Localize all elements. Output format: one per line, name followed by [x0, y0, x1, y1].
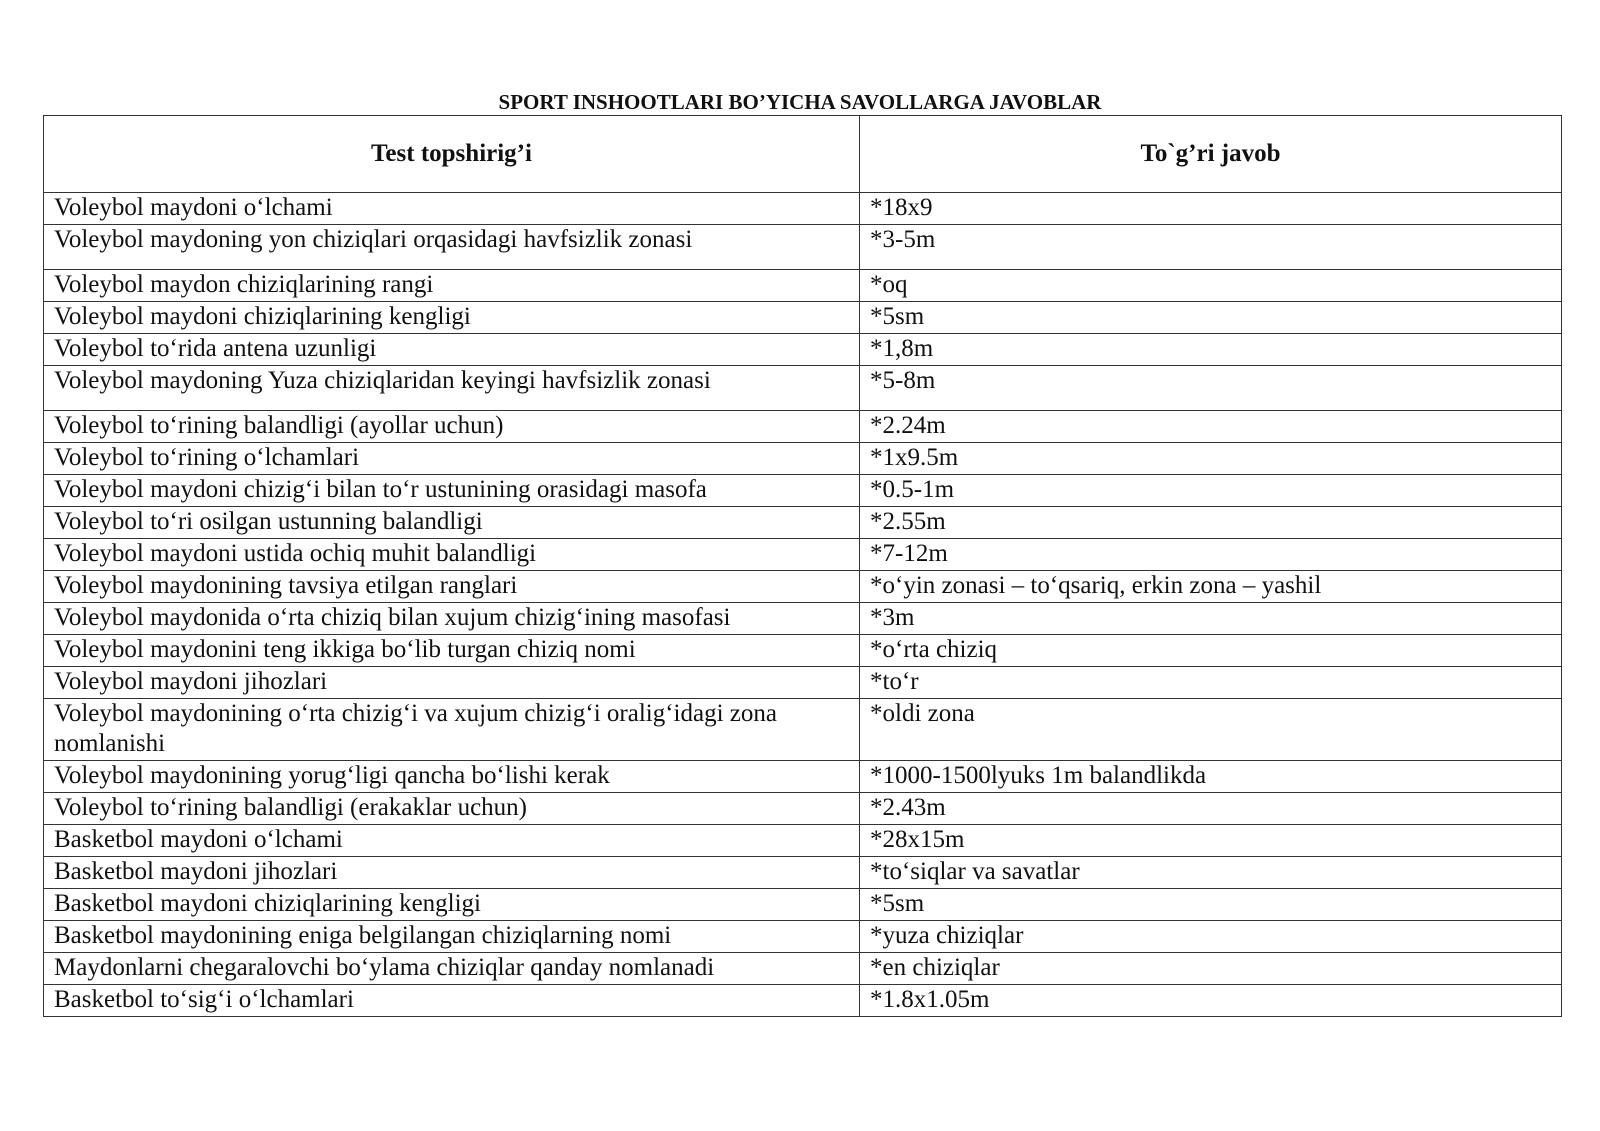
question-cell: Voleybol maydoni o‘lchami: [44, 193, 860, 225]
table-header-row: [44, 116, 1562, 193]
answer-cell: *to‘r: [860, 667, 1562, 699]
table-row: [44, 507, 1562, 539]
table-row: [44, 193, 1562, 225]
question-cell: Voleybol to‘rining o‘lchamlari: [44, 443, 860, 475]
question-cell: Voleybol maydoni ustida ochiq muhit balandligi: [44, 539, 860, 571]
question-cell: Voleybol maydonida o‘rta chiziq bilan xujum chizig‘ining masofasi: [44, 603, 860, 635]
table-row: [44, 475, 1562, 507]
answer-cell: *3-5m: [860, 225, 1562, 270]
question-cell: Voleybol maydonining yorug‘ligi qancha bo‘lishi kerak: [44, 761, 860, 793]
table-row: [44, 225, 1562, 270]
answer-cell: *oq: [860, 270, 1562, 302]
question-cell: Voleybol maydonining o‘rta chizig‘i va xujum chizig‘i oralig‘idagi zona nomlanishi: [44, 699, 860, 761]
table-row: [44, 411, 1562, 443]
question-cell: Basketbol maydoni chiziqlarining kengligi: [44, 889, 860, 921]
answer-cell: *28x15m: [860, 825, 1562, 857]
table-row: [44, 603, 1562, 635]
answer-cell: *en chiziqlar: [860, 953, 1562, 985]
answer-cell: *o‘yin zonasi – to‘qsariq, erkin zona – yashil: [860, 571, 1562, 603]
table-row: [44, 334, 1562, 366]
question-cell: Voleybol maydoning yon chiziqlari orqasidagi havfsizlik zonasi: [44, 225, 860, 270]
question-cell: Voleybol to‘rining balandligi (ayollar uchun): [44, 411, 860, 443]
answer-cell: *to‘siqlar va savatlar: [860, 857, 1562, 889]
answers-table: [43, 115, 1562, 1017]
answer-cell: *3m: [860, 603, 1562, 635]
question-cell: Voleybol maydonining tavsiya etilgan ranglari: [44, 571, 860, 603]
question-cell: Voleybol to‘rida antena uzunligi: [44, 334, 860, 366]
table-row: [44, 857, 1562, 889]
table-row: [44, 635, 1562, 667]
table-row: [44, 667, 1562, 699]
answer-cell: *o‘rta chiziq: [860, 635, 1562, 667]
answer-cell: *5-8m: [860, 366, 1562, 411]
question-cell: Basketbol maydonining eniga belgilangan chiziqlarning nomi: [44, 921, 860, 953]
answer-cell: *1.8x1.05m: [860, 985, 1562, 1017]
answer-cell: *1,8m: [860, 334, 1562, 366]
table-row: [44, 699, 1562, 761]
answer-cell: *2.24m: [860, 411, 1562, 443]
answer-cell: *2.55m: [860, 507, 1562, 539]
answer-cell: *18x9: [860, 193, 1562, 225]
question-cell: Basketbol to‘sig‘i o‘lchamlari: [44, 985, 860, 1017]
answer-cell: *0.5-1m: [860, 475, 1562, 507]
table-row: [44, 889, 1562, 921]
question-cell: Voleybol maydon chiziqlarining rangi: [44, 270, 860, 302]
table-row: [44, 539, 1562, 571]
table-row: [44, 761, 1562, 793]
question-cell: Voleybol to‘rining balandligi (erakaklar uchun): [44, 793, 860, 825]
table-row: [44, 953, 1562, 985]
question-cell: Maydonlarni chegaralovchi bo‘ylama chiziqlar qanday nomlanadi: [44, 953, 860, 985]
answer-cell: *yuza chiziqlar: [860, 921, 1562, 953]
question-cell: Voleybol to‘ri osilgan ustunning balandligi: [44, 507, 860, 539]
question-cell: Voleybol maydoni chiziqlarining kengligi: [44, 302, 860, 334]
answer-cell: *2.43m: [860, 793, 1562, 825]
table-row: [44, 825, 1562, 857]
answer-cell: *5sm: [860, 889, 1562, 921]
table-row: [44, 302, 1562, 334]
answer-cell: *7-12m: [860, 539, 1562, 571]
answer-cell: *5sm: [860, 302, 1562, 334]
question-cell: Voleybol maydoni chizig‘i bilan to‘r ustunining orasidagi masofa: [44, 475, 860, 507]
answer-cell: *oldi zona: [860, 699, 1562, 761]
table-row: [44, 270, 1562, 302]
question-cell: Basketbol maydoni jihozlari: [44, 857, 860, 889]
page-title: SPORT INSHOOTLARI BO’YICHA SAVOLLARGA JAVOBLAR: [498, 90, 1102, 114]
answer-cell: *1000-1500lyuks 1m balandlikda: [860, 761, 1562, 793]
question-cell: Voleybol maydonini teng ikkiga bo‘lib turgan chiziq nomi: [44, 635, 860, 667]
table-row: [44, 793, 1562, 825]
answer-cell: *1x9.5m: [860, 443, 1562, 475]
column-header-question: Test topshirig’i: [44, 116, 860, 193]
table-row: [44, 921, 1562, 953]
table-row: [44, 366, 1562, 411]
table-row: [44, 443, 1562, 475]
question-cell: Voleybol maydoning Yuza chiziqlaridan keyingi havfsizlik zonasi: [44, 366, 860, 411]
column-header-answer: To`g’ri javob: [860, 116, 1562, 193]
table-row: [44, 985, 1562, 1017]
question-cell: Basketbol maydoni o‘lchami: [44, 825, 860, 857]
question-cell: Voleybol maydoni jihozlari: [44, 667, 860, 699]
table-row: [44, 571, 1562, 603]
